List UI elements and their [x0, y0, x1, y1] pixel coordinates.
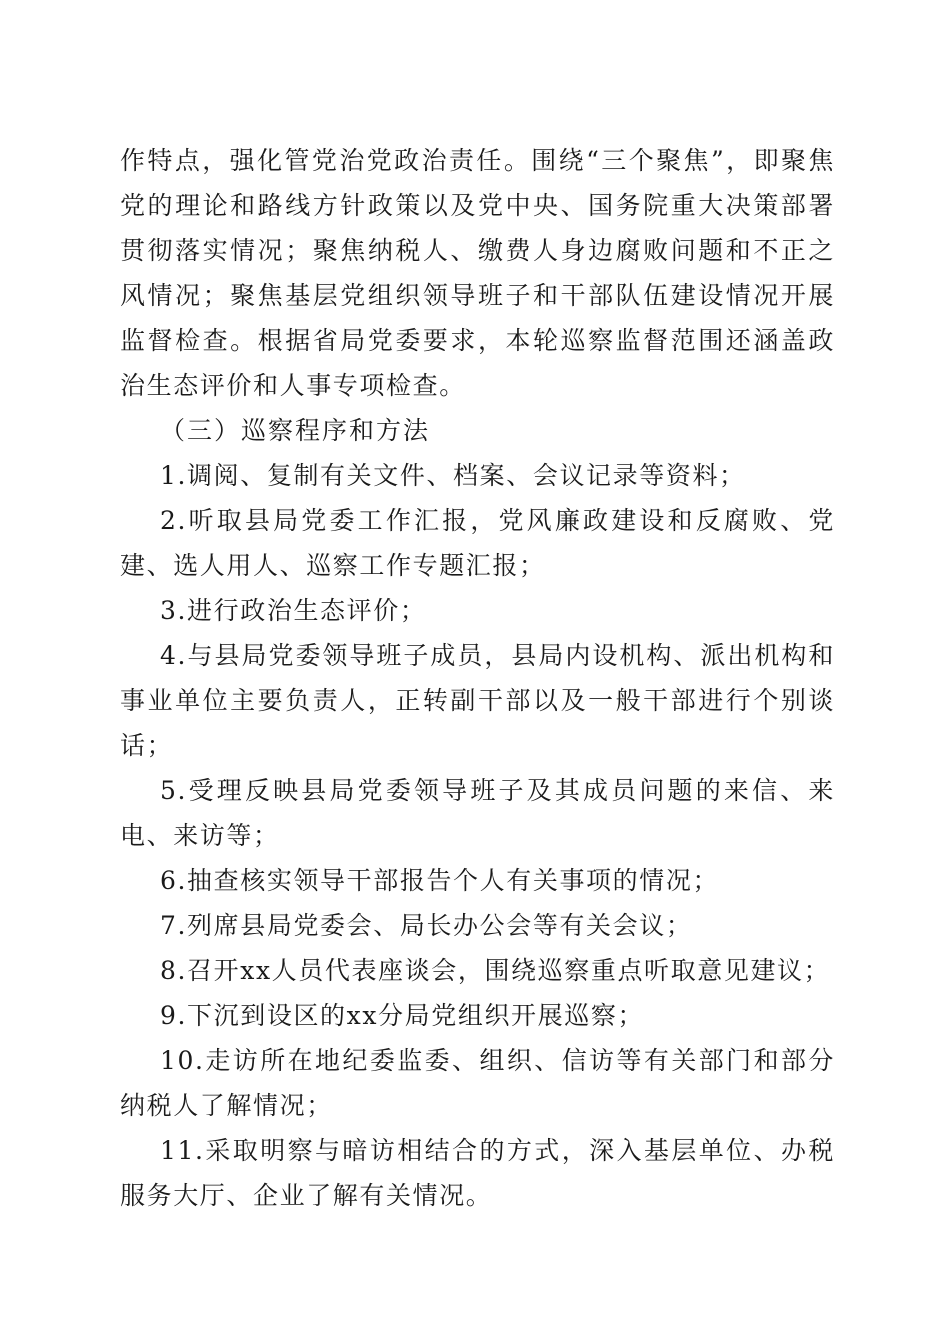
list-item: 8.召开xx人员代表座谈会，围绕巡察重点听取意见建议；: [160, 956, 831, 985]
list-item: 5.受理反映县局党委领导班子及其成员问题的来信、来电、来访等；: [120, 776, 835, 850]
list-item: 7.列席县局党委会、局长办公会等有关会议；: [160, 911, 693, 940]
list-item: 2.听取县局党委工作汇报，党风廉政建设和反腐败、党建、选人用人、巡察工作专题汇报；: [120, 506, 835, 580]
list-item: 1.调阅、复制有关文件、档案、会议记录等资料；: [160, 461, 746, 490]
list-item: 11.采取明察与暗访相结合的方式，深入基层单位、办税服务大厅、企业了解有关情况。: [120, 1136, 835, 1210]
intro-paragraph: 作特点，强化管党治党政治责任。围绕“三个聚焦”，即聚焦党的理论和路线方针政策以及党中央、国务院重大决策部署贯彻落实情况；聚焦纳税人、缴费人身边腐败问题和不正之风情况；聚焦基层党组织领导班子和干部队伍建设情况开展监督检查。根据省局党委要求，本轮巡察监督范围还涵盖政治生态评价和人事专项检查。: [120, 146, 835, 400]
list-item: 10.走访所在地纪委监委、组织、信访等有关部门和部分纳税人了解情况；: [120, 1046, 835, 1120]
list-item: 4.与县局党委领导班子成员，县局内设机构、派出机构和事业单位主要负责人，正转副干部以及一般干部进行个别谈话；: [120, 641, 835, 760]
document-body: [120, 138, 835, 1218]
list-item: 6.抽查核实领导干部报告个人有关事项的情况；: [160, 866, 720, 895]
list-item: 9.下沉到设区的xx分局党组织开展巡察；: [160, 1001, 645, 1030]
section-heading: （三）巡察程序和方法: [160, 416, 431, 445]
list-item: 3.进行政治生态评价；: [160, 596, 427, 625]
